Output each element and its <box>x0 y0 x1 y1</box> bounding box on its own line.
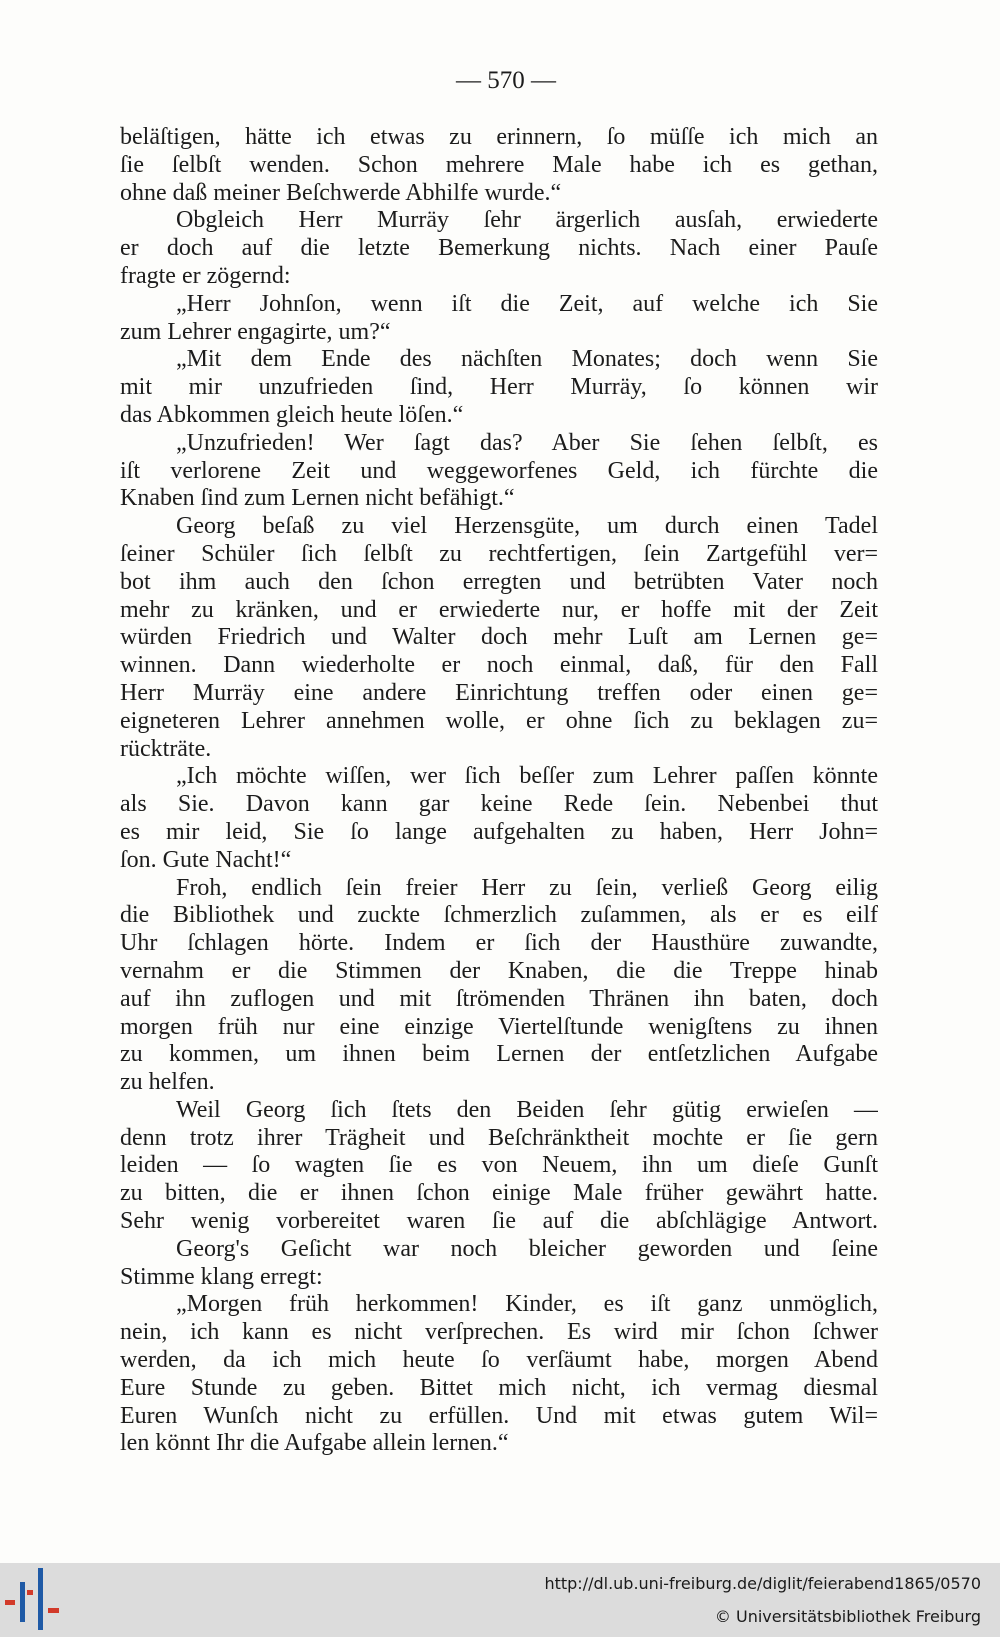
text-line: ſeiner Schüler ſich ſelbſt zu rechtfertigen, ſein Zartgefühl ver= <box>120 540 878 567</box>
text-line: Sehr wenig vorbereitet waren ſie auf die abſchlägige Antwort. <box>120 1208 878 1235</box>
text-line: ſon. Gute Nacht!“ <box>120 846 292 873</box>
logo-blue-bar <box>38 1568 43 1630</box>
text-line: mit mir unzufrieden ſind, Herr Murräy, ſo können wir <box>120 374 878 401</box>
text-line: Georg beſaß zu viel Herzensgüte, um durch einen Tadel <box>176 513 878 540</box>
text-line: Euren Wunſch nicht zu erfüllen. Und mit etwas gutem Wil= <box>120 1402 878 1429</box>
text-line: mehr zu kränken, und er erwiederte nur, er hoffe mit der Zeit <box>120 596 878 623</box>
text-line: iſt verlorene Zeit und weggeworfenes Geld, ich fürchte die <box>120 457 878 484</box>
text-line: zu bitten, die er ihnen ſchon einige Male früher gewährt hatte. <box>120 1180 878 1207</box>
text-line: eigneteren Lehrer annehmen wolle, er ohne ſich zu beklagen zu= <box>120 707 878 734</box>
permalink-url[interactable]: http://dl.ub.uni-freiburg.de/diglit/feierabend1865/0570 <box>544 1574 981 1593</box>
logo-red-mark <box>48 1608 59 1613</box>
copyright-notice: © Universitätsbibliothek Freiburg <box>714 1607 981 1626</box>
text-line: nein, ich kann es nicht verſprechen. Es wird mir ſchon ſchwer <box>120 1319 878 1346</box>
text-line: Stimme klang erregt: <box>120 1263 323 1290</box>
text-line: zu kommen, um ihnen beim Lernen der entſetzlichen Aufgabe <box>120 1041 878 1068</box>
text-line: Eure Stunde zu geben. Bittet mich nicht, ich vermag diesmal <box>120 1374 878 1401</box>
logo-red-mark <box>5 1600 15 1605</box>
text-line: bot ihm auch den ſchon erregten und betrübten Vater noch <box>120 568 878 595</box>
text-line: morgen früh nur eine einzige Viertelſtunde wenigſtens zu ihnen <box>120 1013 878 1040</box>
text-line: auf ihn zuflogen und mit ſtrömenden Thränen ihn baten, doch <box>120 985 878 1012</box>
text-line: Uhr ſchlagen hörte. Indem er ſich der Hausthüre zuwandte, <box>120 930 878 957</box>
text-line: leiden — ſo wagten ſie es von Neuem, ihn um dieſe Gunſt <box>120 1152 878 1179</box>
text-line: vernahm er die Stimmen der Knaben, die die Treppe hinab <box>120 957 878 984</box>
text-line: winnen. Dann wiederholte er noch einmal, daß, für den Fall <box>120 652 878 679</box>
text-line: es mir leid, Sie ſo lange aufgehalten zu haben, Herr John= <box>120 818 878 845</box>
text-line: beläſtigen, hätte ich etwas zu erinnern, ſo müſſe ich mich an <box>120 124 878 150</box>
text-line: er doch auf die letzte Bemerkung nichts. Nach einer Pauſe <box>120 235 878 262</box>
text-line: rückträte. <box>120 735 212 762</box>
text-line: ohne daß meiner Beſchwerde Abhilfe wurde.“ <box>120 179 562 206</box>
text-line: Obgleich Herr Murräy ſehr ärgerlich ausſah, erwiederte <box>176 207 878 234</box>
text-line: die Bibliothek und zuckte ſchmerzlich zuſammen, als er es eilf <box>120 902 878 929</box>
text-line: zu helfen. <box>120 1069 215 1096</box>
page-body-text <box>120 124 878 1458</box>
text-line: len könnt Ihr die Aufgabe allein lernen.“ <box>120 1430 509 1457</box>
text-line: werden, da ich mich heute ſo verſäumt habe, morgen Abend <box>120 1347 878 1374</box>
text-line: „Mit dem Ende des nächſten Monates; doch wenn Sie <box>176 346 878 373</box>
text-line: „Morgen früh herkommen! Kinder, es iſt ganz unmöglich, <box>176 1291 878 1318</box>
text-line: Weil Georg ſich ſtets den Beiden ſehr gütig erwieſen — <box>176 1096 878 1123</box>
footer-bar <box>0 1563 1000 1637</box>
text-line: Froh, endlich ſein freier Herr zu ſein, verließ Georg eilig <box>176 874 878 901</box>
logo-blue-bar <box>20 1582 25 1622</box>
text-line: Knaben ſind zum Lernen nicht befähigt.“ <box>120 485 515 512</box>
text-line: das Abkommen gleich heute löſen.“ <box>120 401 464 428</box>
text-line: fragte er zögernd: <box>120 262 291 289</box>
text-line: „Ich möchte wiſſen, wer ſich beſſer zum Lehrer paſſen könnte <box>176 763 878 790</box>
text-line: als Sie. Davon kann gar keine Rede ſein. Nebenbei thut <box>120 791 878 818</box>
logo-red-mark <box>27 1590 33 1595</box>
text-line: würden Friedrich und Walter doch mehr Luſt am Lernen ge= <box>120 624 878 651</box>
text-line: zum Lehrer engagirte, um?“ <box>120 318 391 345</box>
text-line: Herr Murräy eine andere Einrichtung treffen oder einen ge= <box>120 679 878 706</box>
text-line: „Herr Johnſon, wenn iſt die Zeit, auf welche ich Sie <box>176 290 878 317</box>
page-number: — 570 — <box>456 67 556 94</box>
ub-freiburg-logo-icon <box>4 1568 64 1632</box>
text-line: „Unzufrieden! Wer ſagt das? Aber Sie ſehen ſelbſt, es <box>176 429 878 456</box>
text-line: ſie ſelbſt wenden. Schon mehrere Male habe ich es gethan, <box>120 151 878 178</box>
text-line: denn trotz ihrer Trägheit und Beſchränktheit mochte er ſie gern <box>120 1124 878 1151</box>
text-line: Georg's Geſicht war noch bleicher geworden und ſeine <box>176 1235 878 1262</box>
